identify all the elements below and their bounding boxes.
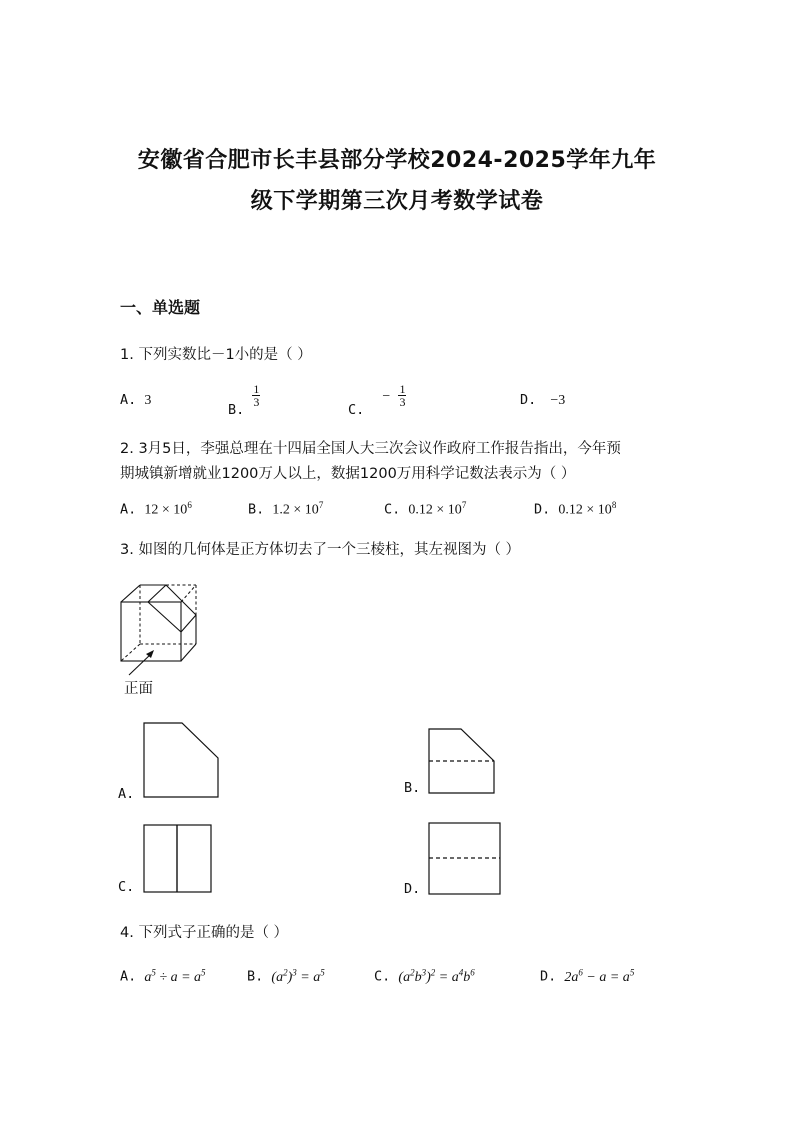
q2-option-c-base: 0.12 × 10 <box>408 502 462 518</box>
q2-option-b-label: B. <box>248 501 265 518</box>
question-3-stem: 3. 如图的几何体是正方体切去了一个三棱柱，其左视图为（ ） <box>120 542 521 558</box>
q4-option-d-label: D. <box>540 968 557 985</box>
question-2-stem-line1: 2. 3月5日，李强总理在十四届全国人大三次会议作政府工作报告指出，今年预 <box>120 441 621 457</box>
q3-option-c-label: C. <box>118 879 135 895</box>
q2-option-d-exp: 8 <box>611 500 617 510</box>
q2-option-a-base: 12 × 10 <box>144 502 188 518</box>
question-2-stem-line2: 期城镇新增就业1200万人以上，数据1200万用科学记数法表示为（ ） <box>120 466 576 482</box>
q1-option-d <box>520 392 565 409</box>
q1-option-d-label: D. <box>520 392 537 408</box>
q4-option-a-label: A. <box>120 968 137 985</box>
q2-option-c-label: C. <box>384 501 401 518</box>
q2-option-d-base: 0.12 × 10 <box>558 502 612 518</box>
q4-option-c-label: C. <box>374 968 391 985</box>
q1-option-a-label: A. <box>120 392 137 408</box>
q4-option-c <box>374 967 475 986</box>
q1-option-b-label: B. <box>228 401 245 418</box>
q1-option-b-num: 1 <box>253 382 260 396</box>
q4-option-a-expr: $a^5 \div a = a^5$ <box>144 967 206 985</box>
q1-option-b <box>228 382 260 418</box>
q1-option-c-num: 1 <box>399 382 406 396</box>
q3-option-d-label: D. <box>404 881 421 897</box>
q4-option-d-expr: $2a^6 - a = a^5$ <box>564 967 635 985</box>
q2-option-d-label: D. <box>534 501 551 518</box>
q3-option-a-label: A. <box>118 786 135 802</box>
arrow-line <box>129 653 152 675</box>
front-view-label: 正面 <box>124 681 153 697</box>
q4-option-d <box>540 967 634 986</box>
cut-cube-figure <box>118 583 202 667</box>
q2-option-a <box>120 500 192 519</box>
question-1-stem: 1. 下列实数比－1小的是（ ） <box>120 347 312 363</box>
q1-option-d-value: −3 <box>550 393 566 408</box>
q1-option-c-den: 3 <box>399 395 406 409</box>
exam-title-line1: 安徽省合肥市长丰县部分学校2024-2025学年九年 <box>137 148 657 173</box>
q3-option-a-shape <box>143 722 221 800</box>
arrow-head-icon <box>146 650 154 658</box>
q1-option-a-value: 3 <box>144 393 152 408</box>
q3-option-c-shape <box>143 824 214 894</box>
exam-title-line2: 级下学期第三次月考数学试卷 <box>250 189 544 214</box>
q1-option-b-fraction <box>252 383 260 408</box>
q2-option-b-exp: 7 <box>318 500 324 510</box>
q1-option-c-sign: − <box>382 388 391 404</box>
q3-option-b-label: B. <box>404 780 421 796</box>
q4-option-c-expr: $(a^2b^3)^2 = a^4b^6$ <box>398 967 475 985</box>
q2-option-d <box>534 500 616 519</box>
q3-option-d-shape <box>428 822 502 896</box>
section-heading: 一、单选题 <box>120 298 201 317</box>
q2-option-b <box>248 500 323 519</box>
q4-option-b-expr: $(a^2)^3 = a^5$ <box>271 967 325 985</box>
q1-option-c-label: C. <box>348 401 365 418</box>
q4-option-a <box>120 967 206 986</box>
q2-option-c-exp: 7 <box>461 500 467 510</box>
q2-option-c <box>384 500 466 519</box>
q3-option-b-shape <box>428 728 498 796</box>
q2-option-b-base: 1.2 × 10 <box>272 502 319 518</box>
q1-option-c <box>348 382 406 418</box>
q1-option-b-den: 3 <box>253 395 260 409</box>
q1-option-c-fraction <box>398 383 406 408</box>
q2-option-a-label: A. <box>120 501 137 518</box>
q1-option-a <box>120 392 151 409</box>
q2-option-a-exp: 6 <box>187 500 192 510</box>
q4-option-b <box>247 967 325 986</box>
q4-option-b-label: B. <box>247 968 264 985</box>
question-4-stem: 4. 下列式子正确的是（ ） <box>120 925 289 941</box>
